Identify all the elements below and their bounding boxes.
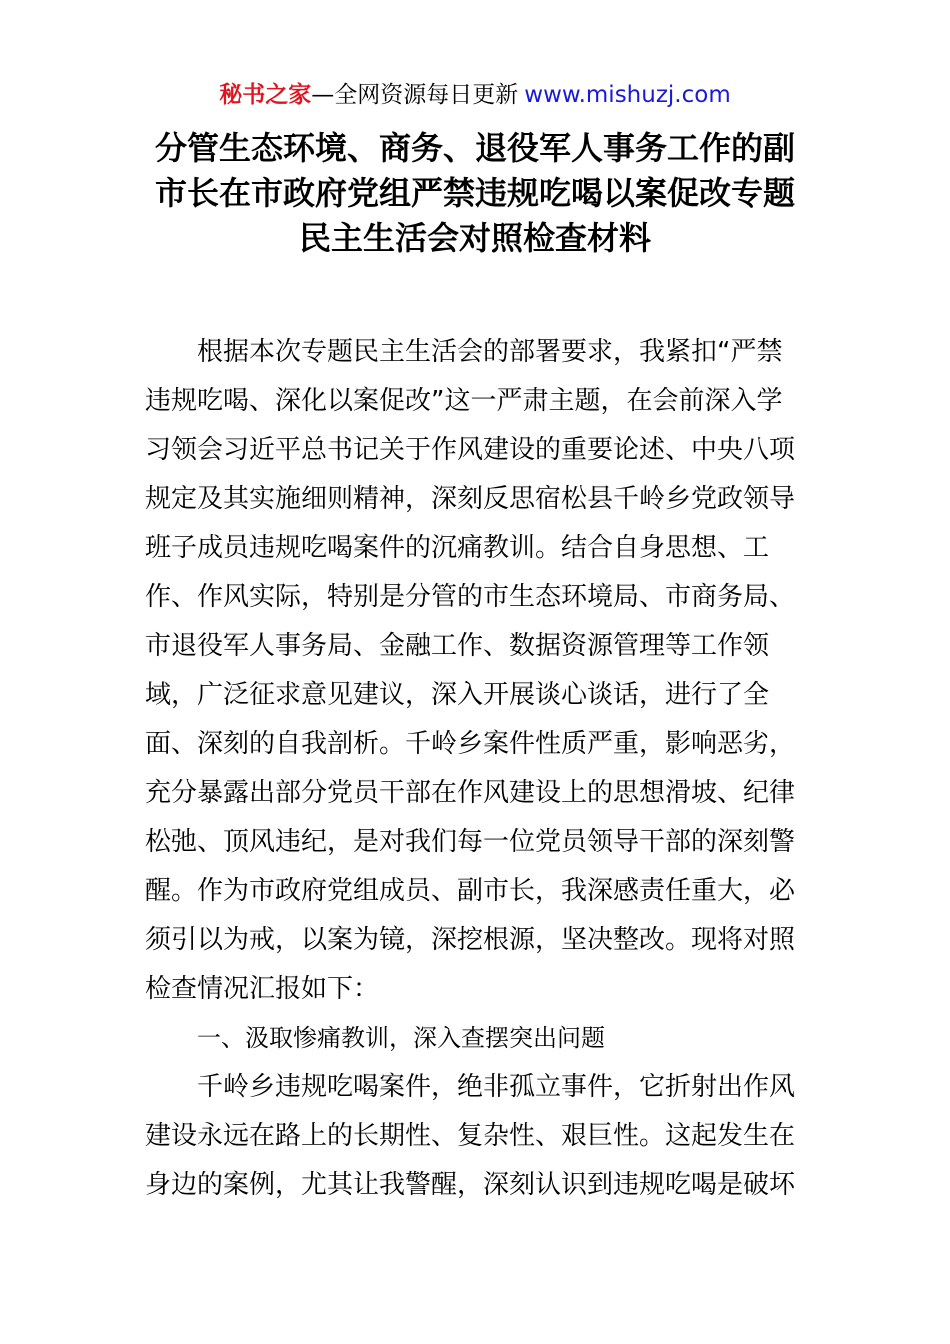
site-tagline: —全网资源每日更新 xyxy=(311,82,519,108)
paragraph-line: 千岭乡违规吃喝案件，绝非孤立事件，它折射出作风 xyxy=(197,1072,796,1102)
paragraph-line: 松弛、顶风违纪，是对我们每一位党员领导干部的深刻警 xyxy=(145,827,796,857)
paragraph-line: 习领会习近平总书记关于作风建设的重要论述、中央八项 xyxy=(145,435,796,465)
document-title xyxy=(130,126,820,261)
paragraph-line: 须引以为戒，以案为镜，深挖根源，坚决整改。现将对照 xyxy=(145,925,796,955)
paragraph-line: 面、深刻的自我剖析。千岭乡案件性质严重，影响恶劣， xyxy=(145,729,796,759)
paragraph-line: 违规吃喝、深化以案促改”这一严肃主题，在会前深入学 xyxy=(145,386,783,416)
paragraph-line: 根据本次专题民主生活会的部署要求，我紧扣“严禁 xyxy=(197,337,783,367)
paragraph-line: 建设永远在路上的长期性、复杂性、艰巨性。这起发生在 xyxy=(145,1121,796,1151)
site-url-link[interactable]: www.mishuzj.com xyxy=(524,82,731,108)
site-header xyxy=(0,78,950,112)
title-line: 分管生态环境、商务、退役军人事务工作的副 xyxy=(154,129,795,167)
section-heading: 一、汲取惨痛教训，深入查摆突出问题 xyxy=(197,1024,605,1052)
paragraph-line: 作、作风实际，特别是分管的市生态环境局、市商务局、 xyxy=(145,582,796,612)
paragraph-line: 域，广泛征求意见建议，深入开展谈心谈话，进行了全 xyxy=(145,680,770,710)
paragraph-line: 班子成员违规吃喝案件的沉痛教训。结合自身思想、工 xyxy=(145,533,770,563)
paragraph-line: 规定及其实施细则精神，深刻反思宿松县千岭乡党政领导 xyxy=(145,484,796,514)
site-brand: 秘书之家 xyxy=(219,82,312,108)
title-line: 市长在市政府党组严禁违规吃喝以案促改专题 xyxy=(154,174,795,212)
paragraph-line: 身边的案例，尤其让我警醒，深刻认识到违规吃喝是破坏 xyxy=(145,1170,796,1200)
paragraph-line: 检查情况汇报如下： xyxy=(145,974,380,1004)
document-body xyxy=(145,328,810,1210)
paragraph-line: 市退役军人事务局、金融工作、数据资源管理等工作领 xyxy=(145,631,770,661)
title-line: 民主生活会对照检查材料 xyxy=(298,219,651,257)
paragraph-line: 充分暴露出部分党员干部在作风建设上的思想滑坡、纪律 xyxy=(145,778,796,808)
paragraph-line: 醒。作为市政府党组成员、副市长，我深感责任重大，必 xyxy=(145,876,796,906)
